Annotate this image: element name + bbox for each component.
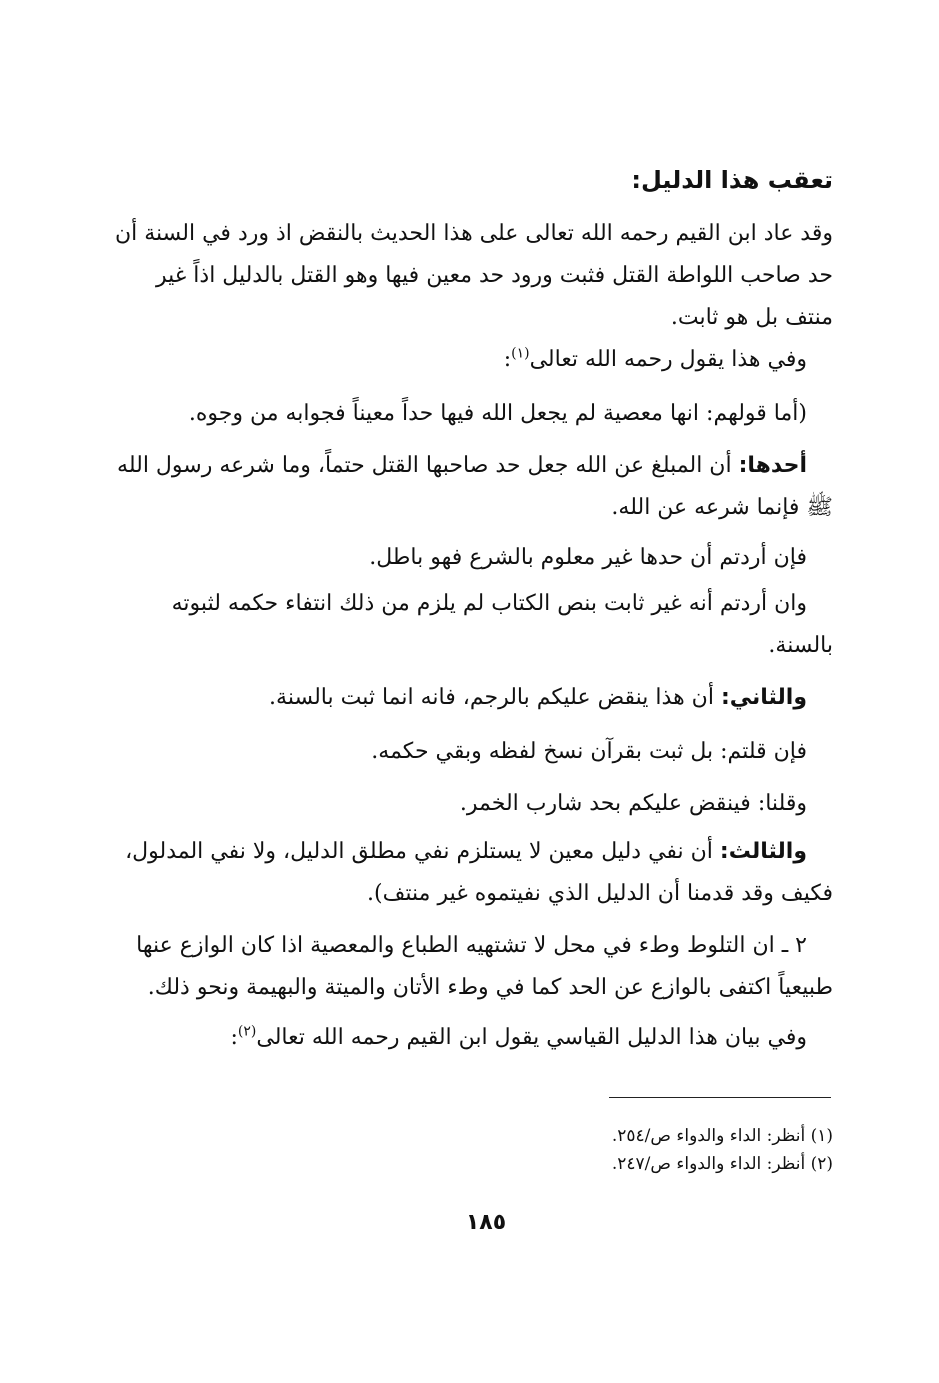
footnote: (٢) أنظر: الداء والدواء ص/٢٤٧. (611, 1154, 833, 1174)
point-text: أن هذا ينقض عليكم بالرجم، فانه انما ثبت بالسنة. (269, 685, 714, 710)
body-line: وقلنا: فينقض عليكم بحد شارب الخمر. (459, 791, 807, 816)
footnote-marker: (٢) (237, 1023, 257, 1040)
body-line (230, 1018, 807, 1058)
colon: : (503, 347, 512, 372)
body-line: طبيعياً اكتفى بالوازع عن الحد كما في وطء الأتان والميتة والبهيمة ونحو ذلك. (147, 975, 833, 1000)
body-line: فإن قلتم: بل ثبت بقرآن نسخ لفظه وبقي حكمه. (371, 739, 807, 764)
body-line: وان أردتم أنه غير ثابت بنص الكتاب لم يلزم من ذلك انتفاء حكمه لثبوته (171, 591, 807, 616)
colon: : (230, 1025, 238, 1050)
quote-intro: وفي هذا يقول رحمه الله تعالى (529, 347, 807, 372)
body-line (125, 832, 807, 872)
body-line (117, 446, 807, 486)
body-line: وقد عاد ابن القيم رحمه الله تعالى على هذا الحديث بالنقض اذ ورد في السنة أن (114, 221, 833, 246)
body-line: (أما قولهم: انها معصية لم يجعل الله فيها حداً معيناً فجوابه من وجوه. (188, 401, 807, 426)
body-line: ٢ ـ ان التلوط وطء في محل لا تشتهيه الطباع والمعصية اذا كان الوازع عنها (136, 933, 807, 958)
footnote: (١) أنظر: الداء والدواء ص/٢٥٤. (611, 1126, 833, 1146)
footnote-marker: (١) (511, 345, 530, 362)
point-label: أحدها: (738, 453, 807, 478)
section-heading: تعقب هذا الدليل: (631, 166, 833, 194)
body-line: فكيف وقد قدمنا أن الدليل الذي نفيتموه غير منتف). (367, 881, 833, 906)
point-label: والثالث: (719, 839, 807, 864)
point-text: أن المبلغ عن الله جعل حد صاحبها القتل حتماً، وما شرعه رسول الله (117, 453, 732, 478)
body-line: منتف بل هو ثابت. (670, 305, 833, 330)
body-line: حد صاحب اللواطة القتل فثبت ورود حد معين فيها وهو القتل بالدليل اذاً غير (156, 263, 833, 288)
body-line (269, 678, 807, 718)
page-number: ١٨٥ (465, 1210, 507, 1235)
point-text: أن نفي دليل معين لا يستلزم نفي مطلق الدليل، ولا نفي المدلول، (125, 839, 713, 864)
quote-intro: وفي بيان هذا الدليل القياسي يقول ابن القيم رحمه الله تعالى (256, 1025, 807, 1050)
body-line: فإن أردتم أن حدها غير معلوم بالشرع فهو باطل. (369, 545, 807, 570)
body-line: ﷺ فإنما شرعه عن الله. (611, 495, 833, 520)
body-line (504, 340, 807, 380)
body-line: بالسنة. (768, 633, 833, 658)
point-label: والثاني: (720, 685, 807, 710)
footnote-separator (609, 1097, 831, 1098)
